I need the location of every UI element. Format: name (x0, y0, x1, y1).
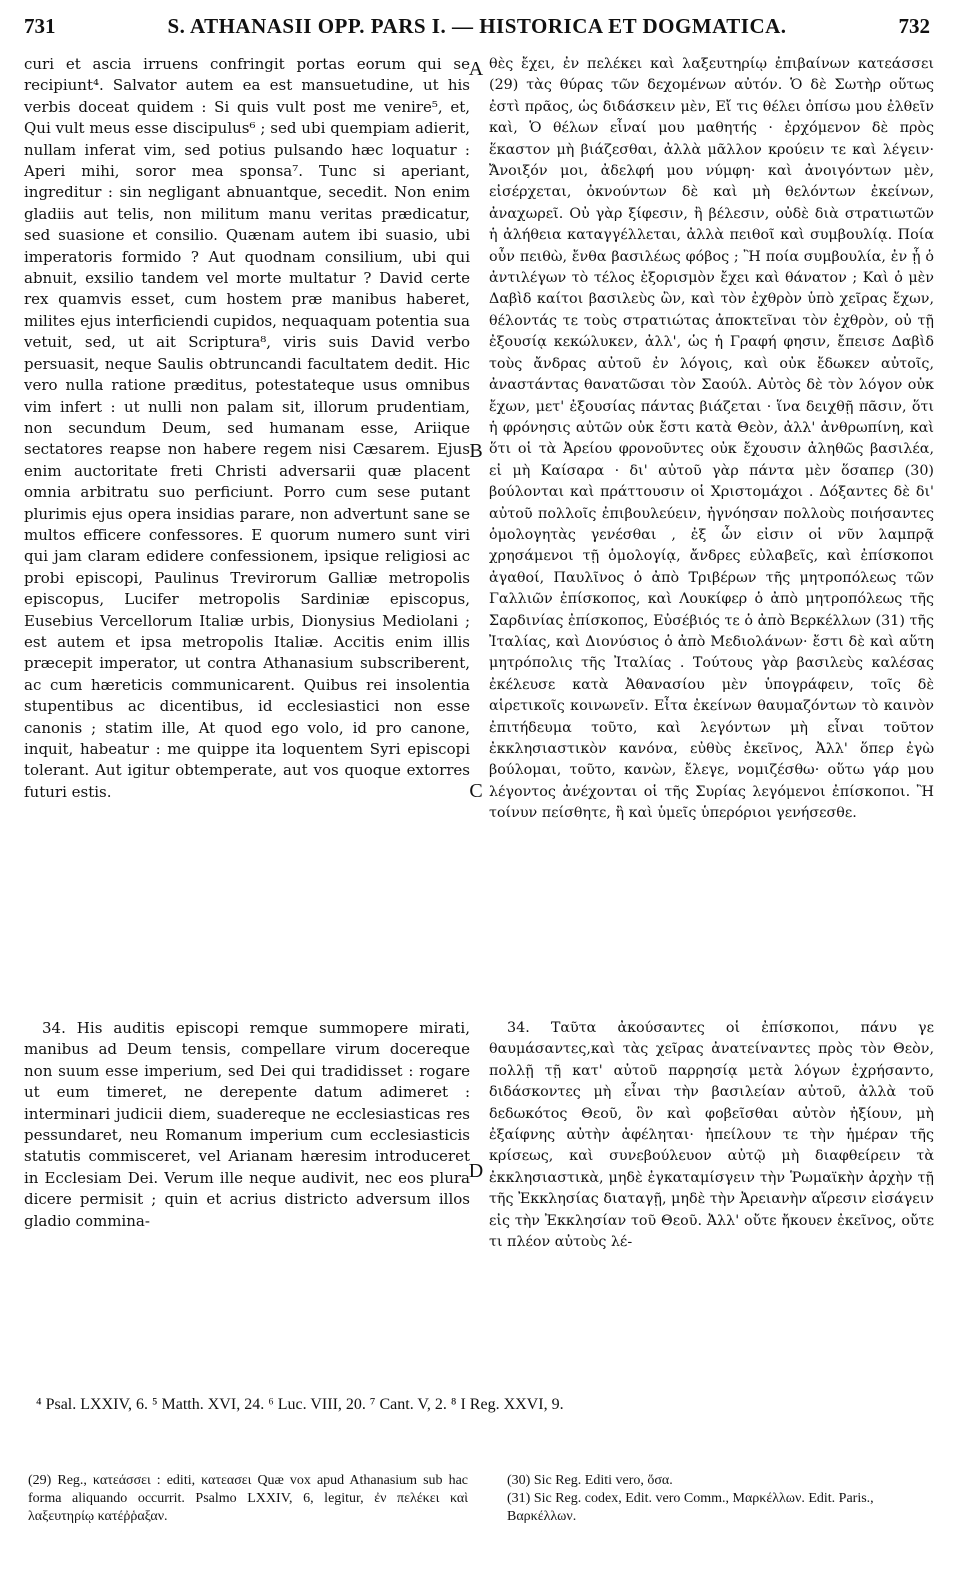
page-header (24, 14, 930, 42)
latin-paragraph-34: 34. His auditis episcopi remque summopere mirati, manibus ad Deum tensis, compellare virum docereque non suum esse imperium, sed Dei qui tradidisset : rogare ut eum timeret, ne derepente datum adimeret : interminari judicii diem, suadereque ne ecclesiasticas res pessundaret, neu Romanum imperium cum ecclesiasticis statutis commisceret, vel Arianam hæresim introduceret in Ecclesiam Dei. Verum ille neque audivit, nec eos plura dicere permisit ; quin et acrius districto adversum illos gladio commina- (24, 1019, 470, 1230)
page-number-right: 732 (898, 14, 930, 38)
latin-column-top (24, 54, 470, 803)
scripture-footnotes: ⁴ Psal. LXXIV, 6. ⁵ Matth. XVI, 24. ⁶ Luc. VIII, 20. ⁷ Cant. V, 2. ⁸ I Reg. XXVI, 9. (36, 1396, 564, 1413)
latin-paragraph-1: curi et ascia irruens confringit portas eorum qui se recipiunt⁴. Salvator autem ea est mansuetudine, ut his verbis doceat quidem : Si quis vult post me venire⁵, et, Qui vult meus esse discipulus⁶ ; sed ubi quempiam adierit, nullam inferat vim, sed potius pulsando hæc loquatur : Aperi mihi, soror mea sponsa⁷. Tunc si aperiant, ingreditur : sin negligant abnuantque, secedit. Non enim gladiis aut telis, non militum manu veritas prædicatur, sed suasione et consilio. Quænam autem ibi suasio, ubi imperatoris formido ? Aut quodnam consilium, ubi qui abnuit, exsilio tandem vel morte multatur ? David certe rex quamvis esset, cum hostem præ manibus haberet, milites ejus interficiendi cupidos, nequaquam potentia sua vetuit, sed, ut ait Scriptura⁸, viris suis David verbo persuasit, neque Saulis obtruncandi facultatem dedit. Hic vero nulla ratione præditus, potestateque usus omnibus vim infert : ut nulli non palam sit, illorum prudentiam, non secundum Deum, sed humanam esse, Ariique sectatores reapse non habere regem nisi Cæsarem. Ejus enim auctoritate freti Christi adversarii quæ placent omnia arbitratu suo perficiunt. Porro cum sese putant plurimis ejus opera insidias parare, non advertunt sane se multos efficere confessores. E quorum numero sunt viri qui jam claram edidere confessionem, ipsique religiosi ac probi episcopi, Paulinus Trevirorum Galliæ metropolis episcopus, Lucifer metropolis Sardiniæ episcopus, Eusebius Vercellorum Italiæ urbis, Dionysius Mediolani ; est autem et ipsa metropolis Italiæ. Accitis enim illis præcepit imperator, ut contra Athanasium subscriberent, ac cum hæreticis communicarent. Quibus rei insolentia stupentibus ac dicentibus, id ecclesiastici non esse canonis ; statim ille, At quod ego volo, id pro canone, inquit, habeatur : me quippe ita loquentem Syri episcopi tolerant. Aut igitur obtemperate, aut vos quoque extorres futuri estis. (24, 55, 470, 801)
editorial-notes-left (28, 1472, 468, 1526)
note-30: (30) Sic Reg. Editi vero, ὅσα. (507, 1473, 673, 1488)
running-title: S. ATHANASII OPP. PARS I. — HISTORICA ET DOGMATICA. (167, 14, 787, 38)
greek-paragraph-1: θὲς ἔχει, ἐν πελέκει καὶ λαξευτηρίῳ ἐπιβαίνων κατεάσσει (29) τὰς θύρας τῶν δεχομένων αὐτόν. Ὁ δὲ Σωτὴρ οὕτως ἐστὶ πρᾶος, ὡς διδάσκειν μὲν, Εἴ τις θέλει ὀπίσω μου ἐλθεῖν καὶ, Ὁ θέλων εἶναί μου μαθητής · ἐρχόμενον δὲ πρὸς ἕκαστον μὴ βιάζεσθαι, ἀλλὰ μᾶλλον κρούειν τε καὶ λέγειν· Ἄνοιξόν μοι, ἀδελφή μου νύμφη· καὶ ἀνοιγόντων μὲν, εἰσέρχεται, ὀκνούντων δὲ καὶ μὴ θελόντων ἐκείνων, ἀναχωρεῖ. Οὐ γὰρ ξίφεσιν, ἢ βέλεσιν, οὐδὲ διὰ στρατιωτῶν ἡ ἀλήθεια καταγγέλλεται, ἀλλὰ πειθοῖ καὶ συμβουλίᾳ. Ποία οὖν πειθὼ, ἔνθα βασιλέως φόβος ; Ἢ ποία συμβουλία, ἐν ᾗ ὁ ἀντιλέγων τὸ τέλος ἐξορισμὸν ἔχει καὶ θάνατον ; Καὶ ὁ μὲν Δαβὶδ καίτοι βασιλεὺς ὢν, καὶ τὸν ἐχθρὸν ὑπὸ χεῖρας ἔχων, θέλοντάς τε τοὺς στρατιώτας ἀποκτεῖναι τὸν ἐχθρὸν, οὐ τῇ ἐξουσίᾳ κεκώλυκεν, ἀλλ', ὡς ἡ Γραφή φησιν, ἔπεισε Δαβὶδ τοὺς ἄνδρας αὐτοῦ ἐν λόγοις, καὶ οὐκ ἔδωκεν αὐτοῖς, ἀναστάντας θανατῶσαι τὸν Σαούλ. Αὐτὸς δὲ τὸν λόγον οὐκ ἔχων, μετ' ἐξουσίας πάντας βιάζεται · ἵνα δειχθῇ πᾶσιν, ὅτι ἡ φρόνησις αὐτῶν οὐκ ἔστι κατὰ Θεὸν, ἀλλ' ἀνθρωπίνη, καὶ ὅτι οἱ τὰ Ἀρείου φρονοῦντες οὐκ ἔχουσιν ἀληθῶς βασιλέα, εἰ μὴ Καίσαρα · δι' αὐτοῦ γὰρ πάντα μὲν ὅσαπερ (30) βούλονται καὶ πράττουσιν οἱ Χριστομάχοι . Δόξαντες δὲ δι' αὐτοῦ πολλοῖς ἐπιβουλεύειν, ἠγνόησαν πολλοὺς ποιήσαντες ὁμολογητὰς γενέσθαι , ἐξ ὧν εἰσιν οἱ νῦν λαμπρᾷ χρησάμενοι τῇ ὁμολογίᾳ, ἄνδρες εὐλαβεῖς, καὶ ἐπίσκοποι ἀγαθοί, Παυλῖνος ὁ ἀπὸ Τριβέρων τῆς μητροπόλεως τῶν Γαλλιῶν ἐπίσκοπος, καὶ Λουκίφερ ὁ ἀπὸ μητροπόλεως τῆς Σαρδινίας ἐπίσκοπος, Εὐσέβιός τε ὁ ἀπὸ Βερκέλλων (31) τῆς Ἰταλίας, καὶ Διονύσιος ὁ ἀπὸ Μεδιολάνων· ἔστι δὲ καὶ αὕτη μητρόπολις τῆς Ἰταλίας . Τούτους γὰρ βασιλεὺς καλέσας ἐκέλευσε κατὰ Ἀθανασίου μὲν ὑπογράφειν, τοῖς δὲ αἱρετικοῖς κοινωνεῖν. Εἶτα ἐκείνων θαυμαζόντων τὸ καινὸν ἐπιτήδευμα τοῦτο, καὶ λεγόντων μὴ εἶναι τοῦτον ἐκκλησιαστικὸν κανόνα, εὐθὺς ἐκεῖνος, Ἀλλ' ὅπερ ἐγὼ βούλομαι, τοῦτο, κανὼν, ἔλεγε, νομιζέσθω· οὕτω γάρ μου λέγοντος ἀνέχονται οἱ τῆς Συρίας λεγόμενοι ἐπίσκοποι. Ἢ τοίνυν πείσθητε, ἢ καὶ ὑμεῖς ὑπερόριοι γενήσεσθε. (489, 56, 934, 822)
greek-paragraph-34: 34. Ταῦτα ἀκούσαντες οἱ ἐπίσκοποι, πάνυ γε θαυμάσαντες,καὶ τὰς χεῖρας ἀνατείναντες πρὸς τὸν Θεὸν, πολλῇ τῇ κατ' αὐτοῦ παρρησίᾳ μετὰ λόγων ἐχρήσαντο, διδάσκοντες μὴ εἶναι τὴν βασιλείαν αὐτοῦ, ἀλλὰ τοῦ δεδωκότος Θεοῦ, ὃν καὶ φοβεῖσθαι αὐτὸν ἠξίουν, μὴ ἐξαίφνης αὐτὴν ἀφέληται· ἠπείλουν τε τὴν ἡμέραν τῆς κρίσεως, καὶ συνεβούλευον αὐτῷ μὴ διαφθείρειν τὰ ἐκκλησιαστικὰ, μηδὲ ἐγκαταμίσγειν τὴν Ῥωμαϊκὴν ἀρχὴν τῇ τῆς Ἐκκλησίας διαταγῇ, μηδὲ τὴν Ἀρειανὴν αἵρεσιν εἰσάγειν εἰς τὴν Ἐκκλησίαν τοῦ Θεοῦ. Ἀλλ' οὔτε ἤκουεν ἐκεῖνος, οὔτε τι πλέον αὐτοὺς λέ- (489, 1020, 934, 1251)
margin-letter-c: C (469, 780, 483, 802)
margin-letter-b: B (469, 440, 483, 462)
editorial-notes-right (507, 1472, 932, 1526)
margin-letter-a: A (468, 58, 484, 80)
greek-column-bottom (489, 1018, 934, 1253)
note-29: (29) Reg., κατεάσσει : editi, κατεασει Quæ vox apud Athanasium sub hac forma aliquando occurrit. Psalmo LXXIV, 6, legitur, ἐν πελέκει καὶ λαξευτηρίῳ κατέῤῥαξαν. (28, 1473, 468, 1524)
note-31: (31) Sic Reg. codex, Edit. vero Comm., Μαρκέλλων. Edit. Paris., Βαρκέλλων. (507, 1491, 874, 1524)
page-number-left: 731 (24, 14, 56, 38)
margin-letter-d: D (468, 1160, 484, 1182)
latin-column-bottom (24, 1018, 470, 1232)
greek-column-top (489, 54, 934, 825)
